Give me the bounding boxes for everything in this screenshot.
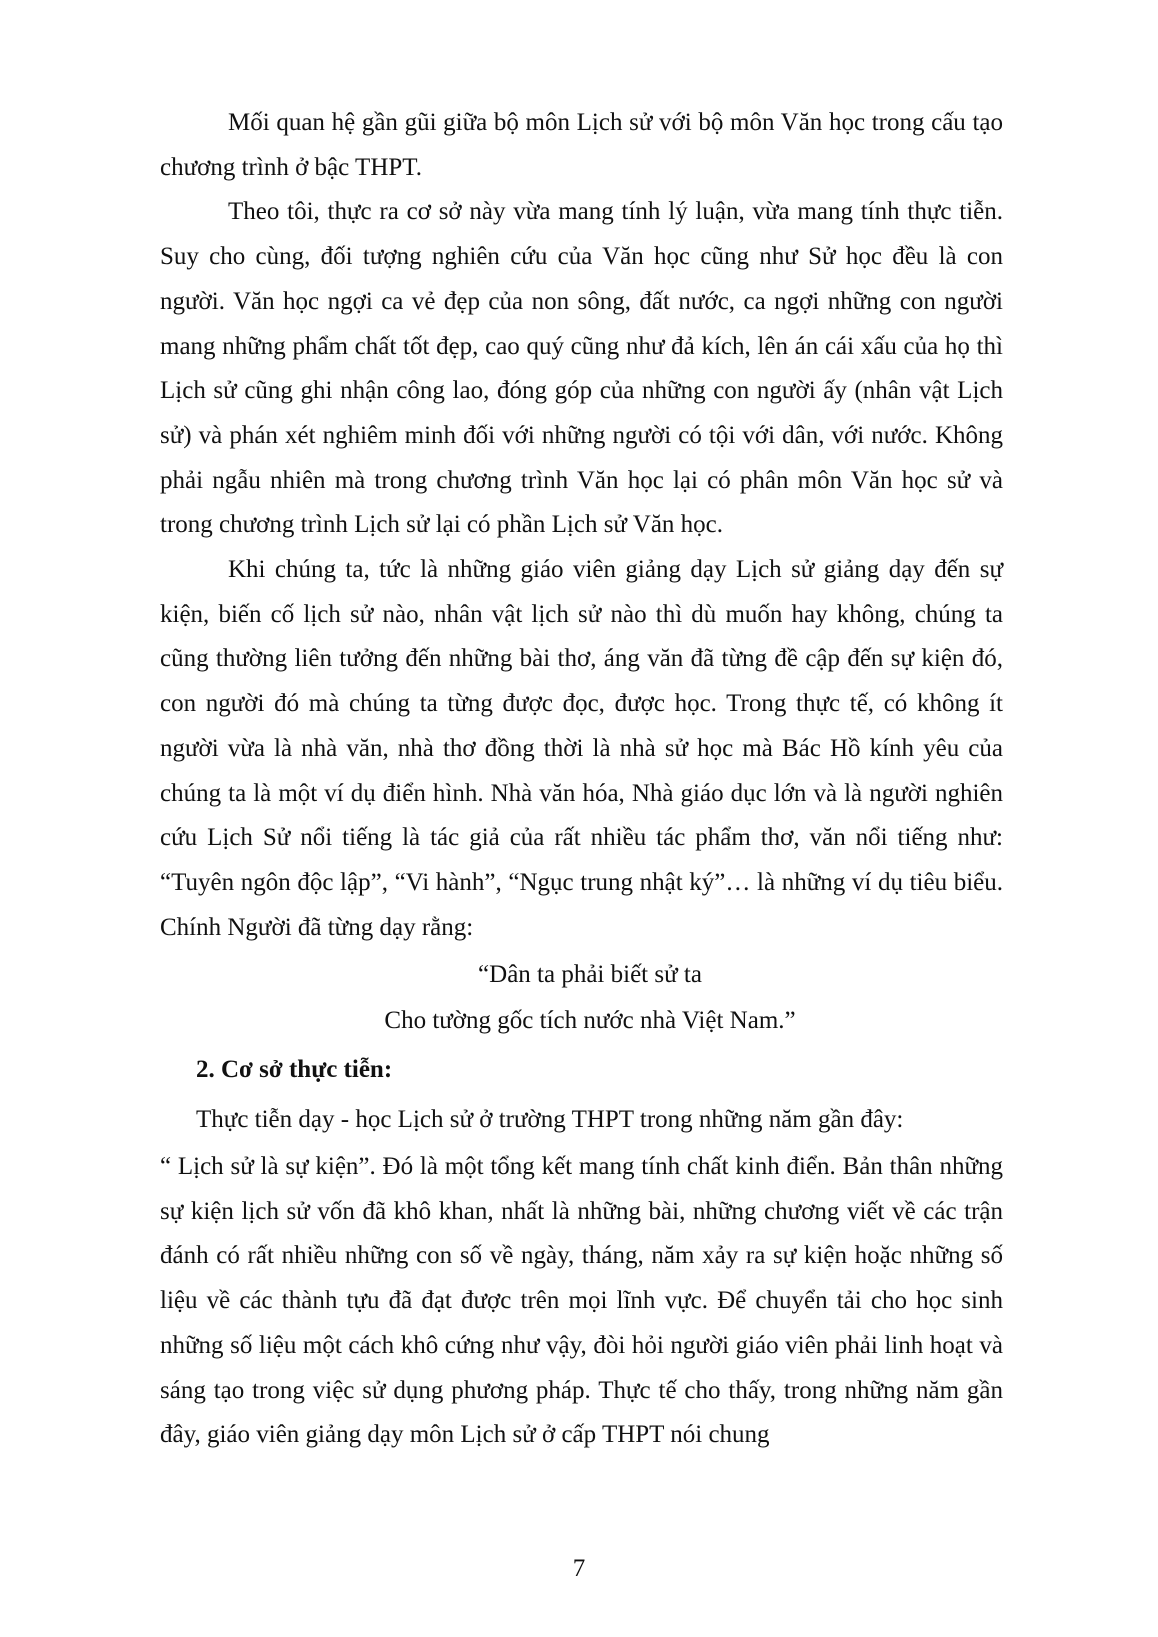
paragraph-2: Theo tôi, thực ra cơ sở này vừa mang tính lý luận, vừa mang tính thực tiễn. Suy cho cùng, đối tượng nghiên cứu của Văn học cũng như Sử học đều là con người. Văn học ngợi ca vẻ đẹp của non sông, đất nước, ca ngợi những con người mang những phẩm chất tốt đẹp, cao quý cũng như đả kích, lên án cái xấu của họ thì Lịch sử cũng ghi nhận công lao, đóng góp của những con người ấy (nhân vật Lịch sử) và phán xét nghiêm minh đối với những người có tội với dân, với nước. Không phải ngẫu nhiên mà trong chương trình Văn học lại có phân môn Văn học sử và trong chương trình Lịch sử lại có phần Lịch sử Văn học.	[160, 198, 1003, 539]
paragraph-block-2	[160, 1145, 1003, 1458]
paragraph-1: Mối quan hệ gần gũi giữa bộ môn Lịch sử với bộ môn Văn học trong cấu tạo chương trình ở bậc THPT.	[160, 109, 1003, 181]
paragraph-3: Khi chúng ta, tức là những giáo viên giảng dạy Lịch sử giảng dạy đến sự kiện, biến cố lịch sử nào, nhân vật lịch sử nào thì dù muốn hay không, chúng ta cũng thường liên tưởng đến những bài thơ, áng văn đã từng đề cập đến sự kiện đó, con người đó mà chúng ta từng được đọc, được học. Trong thực tế, có không ít người vừa là nhà văn, nhà thơ đồng thời là nhà sử học mà Bác Hồ kính yêu của chúng ta là một ví dụ điển hình. Nhà văn hóa, Nhà giáo dục lớn và là người nghiên cứu Lịch Sử nổi tiếng là tác giả của rất nhiều tác phẩm thơ, văn nổi tiếng như: “Tuyên ngôn độc lập”, “Vi hành”, “Ngục trung nhật ký”… là những ví dụ tiêu biểu. Chính Người đã từng dạy rằng:	[160, 556, 1003, 941]
section-body: “ Lịch sử là sự kiện”. Đó là một tổng kết mang tính chất kinh điển. Bản thân những sự kiện lịch sử vốn đã khô khan, nhất là những bài, những chương viết về các trận đánh có rất nhiều những con số về ngày, tháng, năm xảy ra sự kiện hoặc những số liệu về các thành tựu đã đạt được trên mọi lĩnh vực. Để chuyển tải cho học sinh những số liệu một cách khô cứng như vậy, đòi hỏi người giáo viên phải linh hoạt và sáng tạo trong việc sử dụng phương pháp. Thực tế cho thấy, trong những năm gần đây, giáo viên giảng dạy môn Lịch sử ở cấp THPT nói chung	[160, 1153, 1003, 1449]
paragraph-block-1	[160, 101, 1003, 950]
quote-line-2: Cho tường gốc tích nước nhà Việt Nam.”	[384, 1007, 796, 1034]
page-number: 7	[572, 1555, 586, 1582]
section-heading: 2. Cơ sở thực tiễn:	[196, 1056, 393, 1083]
quote-line-1: “Dân ta phải biết sử ta	[478, 961, 702, 988]
section-intro: Thực tiễn dạy - học Lịch sử ở trường THPT trong những năm gần đây:	[196, 1106, 904, 1133]
